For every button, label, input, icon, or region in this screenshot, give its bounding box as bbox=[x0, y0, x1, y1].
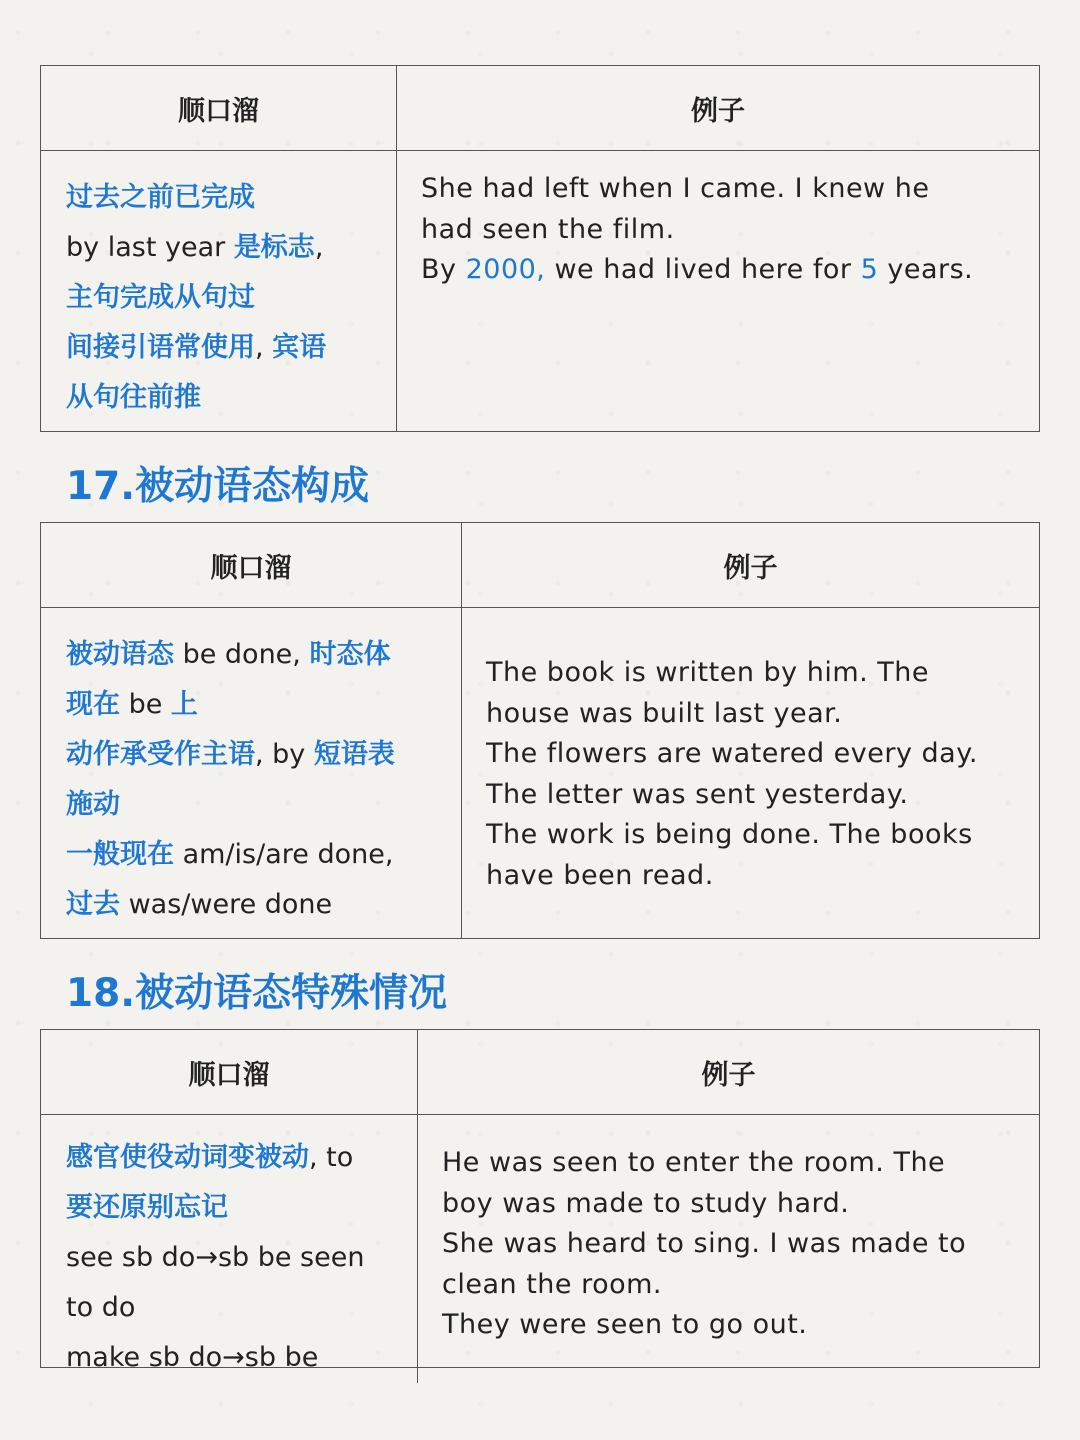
text-line bbox=[66, 1233, 417, 1283]
text-line bbox=[66, 1183, 417, 1233]
highlight-text: 现在 bbox=[66, 689, 120, 720]
plain-text: clean the room. bbox=[442, 1268, 663, 1300]
plain-text: He was seen to enter the room. The bbox=[442, 1147, 946, 1178]
highlight-text: 主句完成从句过 bbox=[66, 282, 255, 313]
plain-text: , by bbox=[255, 739, 314, 770]
plain-text: be done, bbox=[174, 639, 310, 670]
highlight-text: 是标志 bbox=[233, 232, 315, 263]
text-line bbox=[486, 856, 1019, 897]
highlight-text: 2000, bbox=[465, 254, 546, 285]
plain-text: see sb do→sb be seen bbox=[66, 1242, 365, 1273]
text-line bbox=[66, 373, 396, 423]
plain-text: The letter was sent yesterday. bbox=[486, 778, 909, 810]
text-line bbox=[486, 694, 1019, 735]
header-rhyme: 顺口溜 bbox=[41, 66, 397, 151]
rhyme-cell bbox=[41, 608, 462, 938]
highlight-text: 短语表 bbox=[313, 739, 395, 770]
highlight-text: 一般现在 bbox=[66, 839, 174, 870]
highlight-text: 时态体 bbox=[309, 639, 391, 670]
plain-text: have been read. bbox=[486, 859, 714, 891]
text-line bbox=[421, 250, 1019, 291]
text-line bbox=[442, 1184, 1019, 1225]
plain-text: , bbox=[255, 332, 273, 363]
header-example: 例子 bbox=[462, 523, 1039, 608]
example-cell bbox=[418, 1115, 1039, 1383]
text-line bbox=[421, 210, 1019, 251]
text-line bbox=[66, 830, 461, 880]
text-line bbox=[66, 1333, 417, 1383]
table-past-perfect bbox=[40, 65, 1040, 432]
header-rhyme: 顺口溜 bbox=[41, 1030, 418, 1115]
text-line bbox=[442, 1305, 1019, 1346]
plain-text: , to bbox=[309, 1142, 354, 1173]
highlight-text: 宾语 bbox=[272, 332, 327, 363]
plain-text: make sb do→sb be bbox=[66, 1342, 319, 1373]
section-18-title: 18.被动语态特殊情况 bbox=[66, 971, 448, 1016]
text-line bbox=[421, 169, 1019, 210]
plain-text: By bbox=[421, 254, 466, 285]
text-line bbox=[486, 653, 1019, 694]
text-line bbox=[66, 273, 396, 323]
text-line bbox=[66, 880, 461, 930]
text-line bbox=[66, 680, 461, 730]
highlight-text: 上 bbox=[170, 689, 198, 720]
header-rhyme: 顺口溜 bbox=[41, 523, 462, 608]
plain-text: we had lived here for bbox=[545, 254, 861, 285]
example-cell bbox=[462, 608, 1039, 938]
plain-text: had seen the film. bbox=[421, 213, 675, 245]
highlight-text: 间接引语常使用 bbox=[66, 332, 255, 363]
rhyme-cell bbox=[41, 1115, 418, 1383]
highlight-text: 过去之前已完成 bbox=[66, 182, 255, 213]
plain-text: The book is written by him. The bbox=[486, 657, 930, 688]
plain-text: She was heard to sing. I was made to bbox=[442, 1228, 967, 1259]
text-line bbox=[486, 734, 1019, 775]
text-line bbox=[66, 780, 461, 830]
text-line bbox=[66, 323, 396, 373]
text-line bbox=[442, 1143, 1019, 1184]
example-cell bbox=[397, 151, 1039, 431]
table-passive-voice bbox=[40, 522, 1040, 939]
plain-text: boy was made to study hard. bbox=[442, 1187, 850, 1219]
plain-text: The flowers are watered every day. bbox=[486, 738, 978, 769]
section-17-title: 17.被动语态构成 bbox=[66, 464, 370, 509]
rhyme-cell bbox=[41, 151, 397, 431]
highlight-text: 过去 bbox=[66, 889, 120, 920]
highlight-text: 要还原别忘记 bbox=[66, 1192, 228, 1223]
highlight-text: 5 bbox=[860, 254, 879, 285]
text-line bbox=[66, 630, 461, 680]
text-line bbox=[486, 815, 1019, 856]
highlight-text: 感官使役动词变被动 bbox=[66, 1142, 309, 1173]
plain-text: house was built last year. bbox=[486, 697, 843, 729]
plain-text: was/were done bbox=[120, 889, 333, 920]
plain-text: be bbox=[120, 689, 171, 720]
plain-text: She had left when I came. I knew he bbox=[421, 173, 930, 204]
text-line bbox=[442, 1265, 1019, 1306]
text-line bbox=[486, 775, 1019, 816]
plain-text: to do bbox=[66, 1292, 136, 1323]
highlight-text: 施动 bbox=[66, 789, 120, 820]
plain-text: by last year bbox=[66, 232, 234, 263]
highlight-text: 动作承受作主语 bbox=[66, 739, 255, 770]
text-line bbox=[66, 223, 396, 273]
plain-text: , bbox=[314, 232, 324, 263]
plain-text: They were seen to go out. bbox=[442, 1309, 808, 1340]
highlight-text: 从句往前推 bbox=[66, 382, 201, 413]
text-line bbox=[66, 1133, 417, 1183]
plain-text: am/is/are done, bbox=[174, 839, 394, 870]
plain-text: years. bbox=[878, 254, 974, 285]
text-line bbox=[66, 730, 461, 780]
header-example: 例子 bbox=[397, 66, 1039, 151]
text-line bbox=[66, 173, 396, 223]
plain-text: The work is being done. The books bbox=[486, 819, 973, 850]
highlight-text: 被动语态 bbox=[66, 639, 174, 670]
text-line bbox=[66, 1283, 417, 1333]
header-example: 例子 bbox=[418, 1030, 1039, 1115]
table-passive-special bbox=[40, 1029, 1040, 1373]
text-line bbox=[442, 1224, 1019, 1265]
